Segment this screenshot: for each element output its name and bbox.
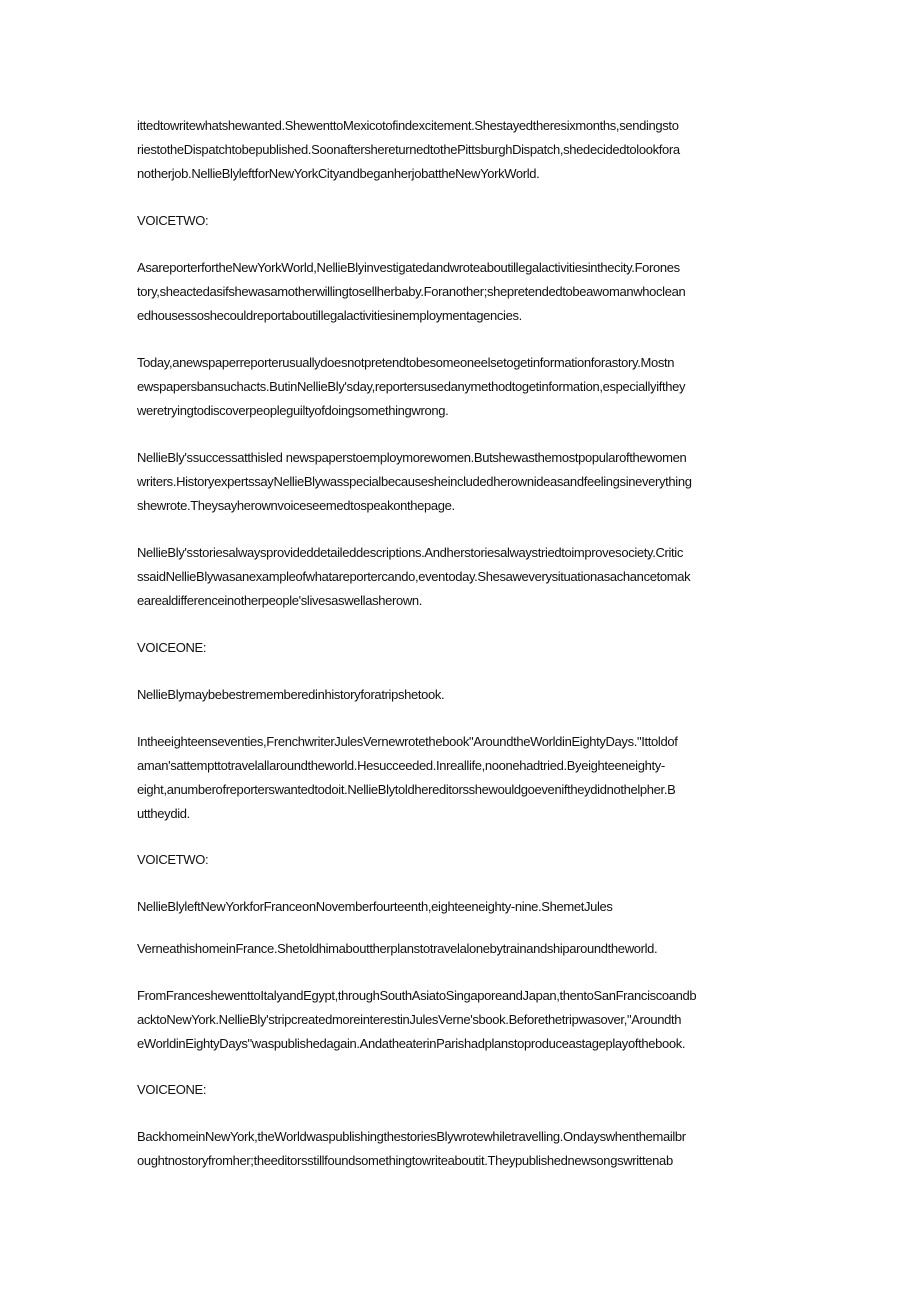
- text-line: AsareporterfortheNewYorkWorld,NellieBlyinvestigatedandwroteaboutillegalactivitiesinthecity.Forones: [137, 260, 680, 275]
- speaker-label: VOICETWO:: [137, 213, 209, 228]
- text-line: shewrote.Theysayherownvoiceseemedtospeakonthepage.: [137, 498, 455, 513]
- speaker-label: VOICETWO:: [137, 852, 209, 867]
- text-line: NellieBlyleftNewYorkforFranceonNovemberfourteenth,eighteeneighty-nine.ShemetJules: [137, 899, 613, 914]
- text-line: eight,anumberofreporterswantedtodoit.NellieBlytoldhereditorsshewouldgoeveniftheydidnothelpher.B: [137, 782, 676, 797]
- text-line: uttheydid.: [137, 806, 190, 821]
- text-line: FromFranceshewenttoItalyandEgypt,throughSouthAsiatoSingaporeandJapan,thentoSanFranciscoandb: [137, 988, 697, 1003]
- text-line: weretryingtodiscoverpeopleguiltyofdoingsomethingwrong.: [137, 403, 449, 418]
- text-line: NellieBly'ssuccessatthisled newspaperstoemploymorewomen.Butshewasthemostpopularofthewomen: [137, 450, 687, 465]
- text-line: tory,sheactedasifshewasamotherwillingtosellherbaby.Foranother;shepretendedtobeawomanwhoclean: [137, 284, 686, 299]
- text-line: Intheeighteenseventies,FrenchwriterJulesVernewrotethebook"AroundtheWorldinEightyDays."Ittoldof: [137, 734, 678, 749]
- text-line: riestotheDispatchtobepublished.SoonaftershereturnedtothePittsburghDispatch,shedecidedtolookfora: [137, 142, 680, 157]
- speaker-label: VOICEONE:: [137, 640, 207, 655]
- text-line: ittedtowritewhatshewanted.ShewenttoMexicotofindexcitement.Shestayedtheresixmonths,sendingsto: [137, 118, 679, 133]
- text-line: ssaidNellieBlywasanexampleofwhatareportercando,eventoday.Shesaweverysituationasachancetomak: [137, 569, 691, 584]
- text-line: notherjob.NellieBlyleftforNewYorkCityandbeganherjobattheNewYorkWorld.: [137, 166, 540, 181]
- text-line: aman'sattempttotravelallaroundtheworld.Hesucceeded.Inreallife,noonehadtried.Byeighteeneighty-: [137, 758, 665, 773]
- text-line: NellieBlymaybebestrememberedinhistoryforatripshetook.: [137, 687, 445, 702]
- text-line: edhousessoshecouldreportaboutillegalactivitiesinemploymentagencies.: [137, 308, 522, 323]
- text-line: writers.HistoryexpertssayNellieBlywasspecialbecausesheincludedherownideasandfeelingsineverything: [137, 474, 692, 489]
- text-line: NellieBly'sstoriesalwaysprovideddetaileddescriptions.Andherstoriesalwaystriedtoimprovesociety.Critic: [137, 545, 683, 560]
- text-line: eWorldinEightyDays"waspublishedagain.AndatheaterinParishadplanstoproduceastageplayofthebook.: [137, 1036, 686, 1051]
- text-line: BackhomeinNewYork,theWorldwaspublishingthestoriesBlywrotewhiletravelling.Ondayswhenthemailbr: [137, 1129, 686, 1144]
- text-line: earealdifferenceinotherpeople'slivesaswellasherown.: [137, 593, 423, 608]
- text-line: oughtnostoryfromher;theeditorsstillfoundsomethingtowriteaboutit.Theypublishednewsongswrittenab: [137, 1153, 673, 1168]
- text-line: ewspapersbansuchacts.ButinNellieBly'sday,reportersusedanymethodtogetinformation,especiallyifthey: [137, 379, 686, 394]
- text-line: VerneathishomeinFrance.Shetoldhimabouttherplanstotravelalonebytrainandshiparoundtheworld.: [137, 941, 658, 956]
- text-line: acktoNewYork.NellieBly'stripcreatedmoreinterestinJulesVerne'sbook.Beforethetripwasover,"Aroundth: [137, 1012, 682, 1027]
- speaker-label: VOICEONE:: [137, 1082, 207, 1097]
- text-line: Today,anewspaperreporterusuallydoesnotpretendtobesomeoneelsetogetinformationforastory.Mostn: [137, 355, 675, 370]
